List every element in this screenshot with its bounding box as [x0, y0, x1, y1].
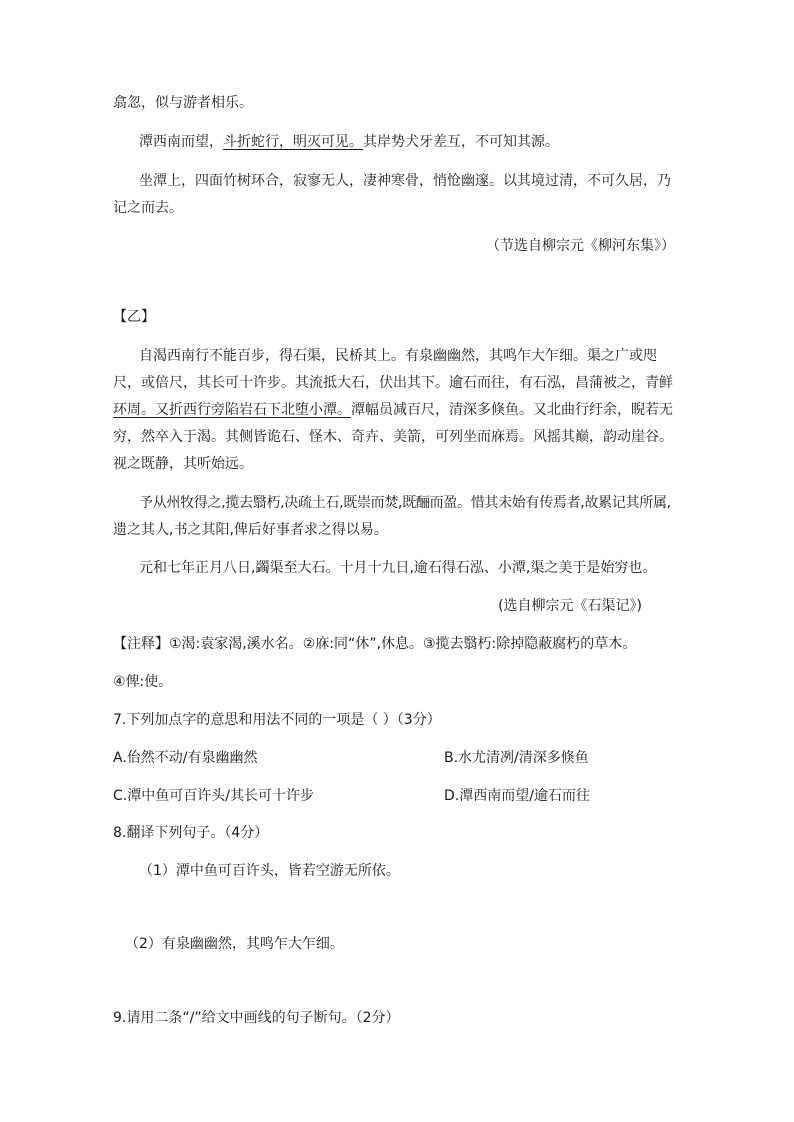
yi-p2-line-2: 遗之其人,书之其阳,俾后好事者求之得以易。 — [113, 522, 388, 538]
yi-p1-line-5: 视之既静，其听始远。 — [113, 456, 253, 472]
yi-p1-line-4: 穷，然卒入于渴。其侧皆诡石、怪木、奇卉、美箭，可列坐而庥焉。风摇其巅，韵动崖谷。 — [113, 429, 673, 445]
question-7-option-a: A.佁然不动/有泉幽幽然 — [113, 750, 258, 766]
yi-underlined-sentence: 环周。又折西行旁陷岩石下北堕小潭。 — [113, 402, 351, 418]
question-7-option-c: C.潭中鱼可百许头/其长可十许步 — [113, 788, 314, 804]
jia-paragraph-1 — [139, 132, 559, 152]
yi-p1-line-1: 自渴西南行不能百步，得石渠，民桥其上。有泉幽幽然，其鸣乍大乍细。渠之广或咫 — [139, 348, 657, 364]
notes-line-2: ④俾:使。 — [113, 674, 173, 690]
question-7-option-b: B.水尤清冽/清深多倏鱼 — [444, 750, 589, 766]
yi-source: (选自柳宗元《石渠记》) — [498, 598, 642, 614]
jia-paragraph-0: 翕忽，似与游者相乐。 — [113, 95, 253, 111]
yi-p1-line-3-rest: 潭幅员减百尺，清深多倏鱼。又北曲行纡余，睨若无 — [351, 402, 673, 418]
question-8-sentence-1: （1）潭中鱼可百许头，皆若空游无所依。 — [139, 863, 400, 879]
jia-paragraph-2-line-2: 记之而去。 — [113, 200, 183, 216]
question-8-sentence-2: （2）有泉幽幽然，其鸣乍大乍细。 — [125, 936, 344, 952]
jia-p1-text-b: 其岸势犬牙差互，不可知其源。 — [363, 134, 559, 150]
question-9-stem: 9.请用二条“/”给文中画线的句子断句。（2分） — [113, 1010, 400, 1026]
yi-p1-line-3 — [113, 400, 673, 420]
jia-paragraph-2-line-1: 坐潭上，四面竹树环合，寂寥无人，凄神寒骨，悄怆幽邃。以其境过清，不可久居，乃 — [139, 173, 671, 189]
jia-p1-text-a: 潭西南而望， — [139, 134, 223, 150]
yi-p3: 元和七年正月八日,蠲渠至大石。十月十九日,逾石得石泓、小潭,渠之美于是始穷也。 — [139, 560, 657, 576]
notes-line-1: 【注释】①渴:袁家渴,溪水名。②庥:同“休”,休息。③揽去翳朽:除掉隐蔽腐朽的草木。 — [113, 636, 637, 652]
yi-heading: 【乙】 — [113, 309, 155, 325]
jia-source: （节选自柳宗元《柳河东集》） — [486, 238, 675, 254]
question-7-stem: 7.下列加点字的意思和用法不同的一项是（ ）（3分） — [113, 712, 441, 728]
question-8-stem: 8.翻译下列句子。（4分） — [113, 825, 269, 841]
yi-p1-line-2: 尺，或倍尺，其长可十许步。其流抵大石，伏出其下。逾石而往，有石泓，昌蒲被之，青鲜 — [113, 375, 673, 391]
question-7-option-d: D.潭西南而望/逾石而往 — [444, 788, 590, 804]
jia-p1-underlined-sentence: 斗折蛇行，明灭可见。 — [223, 134, 363, 150]
yi-p2-line-1: 予从州牧得之,揽去翳朽,决疏土石,既崇而焚,既酾而盈。惜其未始有传焉者,故累记其所属, — [139, 495, 671, 511]
